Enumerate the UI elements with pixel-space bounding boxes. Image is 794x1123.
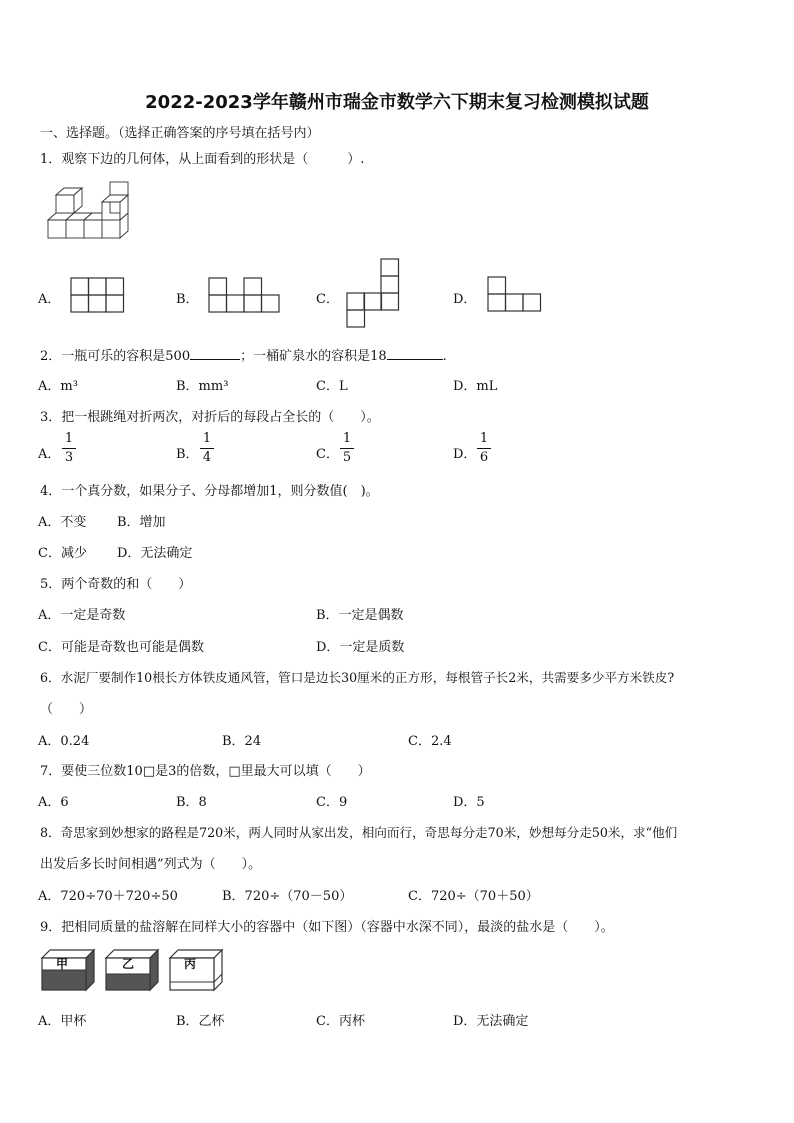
cup-jia-label: 甲 xyxy=(56,957,69,971)
q3-option-d-fraction xyxy=(477,431,491,466)
cup-bing-label: 丙 xyxy=(184,957,197,971)
cup-yi-label: 乙 xyxy=(122,957,135,971)
q1-option-c[interactable]: C． xyxy=(316,292,339,307)
q2-option-a[interactable]: A．m³ xyxy=(38,379,78,394)
question-2-text xyxy=(40,345,447,364)
q8-option-b[interactable]: B．720÷（70－50） xyxy=(222,889,353,904)
q3-option-c[interactable]: C． xyxy=(316,447,339,462)
q5-option-b[interactable]: B．一定是偶数 xyxy=(316,608,404,623)
q9-option-b[interactable]: B．乙杯 xyxy=(176,1014,225,1029)
q3-option-d[interactable]: D． xyxy=(453,447,477,462)
question-5-text: 5．两个奇数的和（ ） xyxy=(40,577,192,592)
q2-option-c[interactable]: C．L xyxy=(316,379,348,394)
question-1-text: 1．观察下边的几何体，从上面看到的形状是（ ）. xyxy=(40,152,365,167)
q8-option-a[interactable]: A．720÷70＋720÷50 xyxy=(38,889,178,904)
q4-option-a[interactable]: A．不变 xyxy=(38,515,87,530)
q2-text-c: . xyxy=(442,349,447,364)
q7-option-a[interactable]: A．6 xyxy=(38,795,69,810)
q5-option-c[interactable]: C．可能是奇数也可能是偶数 xyxy=(38,640,204,655)
q9-option-a[interactable]: A．甲杯 xyxy=(38,1014,87,1029)
q7-option-b[interactable]: B．8 xyxy=(176,795,207,810)
q7-option-d[interactable]: D．5 xyxy=(453,795,485,810)
cup-bing xyxy=(168,948,224,992)
q9-option-c[interactable]: C．丙杯 xyxy=(316,1014,365,1029)
q2-text-b: ；一桶矿泉水的容积是18 xyxy=(240,349,387,364)
fraction-numerator: 1 xyxy=(479,431,489,446)
q7-option-c[interactable]: C．9 xyxy=(316,795,348,810)
question-9-text: 9．把相同质量的盐溶解在同样大小的容器中（如下图）（容器中水深不同），最淡的盐水是（ ）。 xyxy=(40,920,614,935)
fraction-numerator: 1 xyxy=(202,431,212,446)
cup-yi xyxy=(104,948,160,992)
question-4-text: 4．一个真分数，如果分子、分母都增加1，则分数值( )。 xyxy=(40,484,379,499)
q2-blank-2[interactable] xyxy=(387,347,443,360)
fraction-bar xyxy=(62,448,76,449)
q3-option-c-fraction xyxy=(340,431,354,466)
fraction-numerator: 1 xyxy=(64,431,74,446)
q2-text-a: 2．一瓶可乐的容积是500 xyxy=(40,349,191,364)
q5-option-a[interactable]: A．一定是奇数 xyxy=(38,608,126,623)
cup-jia xyxy=(40,948,96,992)
page-title: 2022-2023学年赣州市瑞金市数学六下期末复习检测模拟试题 xyxy=(145,92,649,113)
q1-option-a-shape xyxy=(70,277,125,313)
fraction-denominator: 6 xyxy=(479,450,489,465)
q3-option-b[interactable]: B． xyxy=(176,447,199,462)
q2-option-b[interactable]: B．mm³ xyxy=(176,379,229,394)
q4-option-d[interactable]: D．无法确定 xyxy=(117,546,193,561)
fraction-numerator: 1 xyxy=(342,431,352,446)
q5-option-d[interactable]: D．一定是质数 xyxy=(316,640,405,655)
q6-option-c[interactable]: C．2.4 xyxy=(408,734,452,749)
question-8-text-line2: 出发后多长时间相遇”列式为（ ）。 xyxy=(40,857,262,872)
q2-blank-1[interactable] xyxy=(190,347,240,360)
q1-option-a[interactable]: A． xyxy=(38,292,61,307)
q8-option-c[interactable]: C．720÷（70＋50） xyxy=(408,889,539,904)
q1-option-b[interactable]: B． xyxy=(176,292,199,307)
fraction-bar xyxy=(340,448,354,449)
q6-option-a[interactable]: A．0.24 xyxy=(38,734,90,749)
q4-option-c[interactable]: C．减少 xyxy=(38,546,87,561)
fraction-denominator: 3 xyxy=(64,450,74,465)
q6-option-b[interactable]: B．24 xyxy=(222,734,262,749)
question-8-text: 8．奇思家到妙想家的路程是720米，两人同时从家出发，相向而行，奇思每分走70米，妙想每分走50米，求“他们 xyxy=(40,825,678,840)
question-3-text: 3．把一根跳绳对折两次，对折后的每段占全长的（ ）。 xyxy=(40,410,380,425)
q3-option-a-fraction xyxy=(62,431,76,466)
q9-option-d[interactable]: D．无法确定 xyxy=(453,1014,529,1029)
fraction-bar xyxy=(477,448,491,449)
q1-option-d-shape xyxy=(487,276,543,312)
fraction-bar xyxy=(200,448,214,449)
q2-option-d[interactable]: D．mL xyxy=(453,379,498,394)
q1-option-b-shape xyxy=(208,277,282,313)
question-7-text: 7．要使三位数10□是3的倍数，□里最大可以填（ ） xyxy=(40,764,371,779)
question-6-text-line2: （ ） xyxy=(40,702,93,717)
q1-option-c-shape xyxy=(346,258,402,328)
cube-solid-figure xyxy=(44,182,134,244)
q1-option-d[interactable]: D． xyxy=(453,292,477,307)
q3-option-b-fraction xyxy=(200,431,214,466)
section-heading: 一、选择题。（选择正确答案的序号填在括号内） xyxy=(40,126,320,141)
question-6-text: 6．水泥厂要制作10根长方体铁皮通风管，管口是边长30厘米的正方形，每根管子长2米，共需要多少平方米铁皮? xyxy=(40,670,675,685)
fraction-denominator: 5 xyxy=(342,450,352,465)
fraction-denominator: 4 xyxy=(202,450,212,465)
q4-option-b[interactable]: B．增加 xyxy=(117,515,166,530)
q3-option-a[interactable]: A． xyxy=(38,447,61,462)
